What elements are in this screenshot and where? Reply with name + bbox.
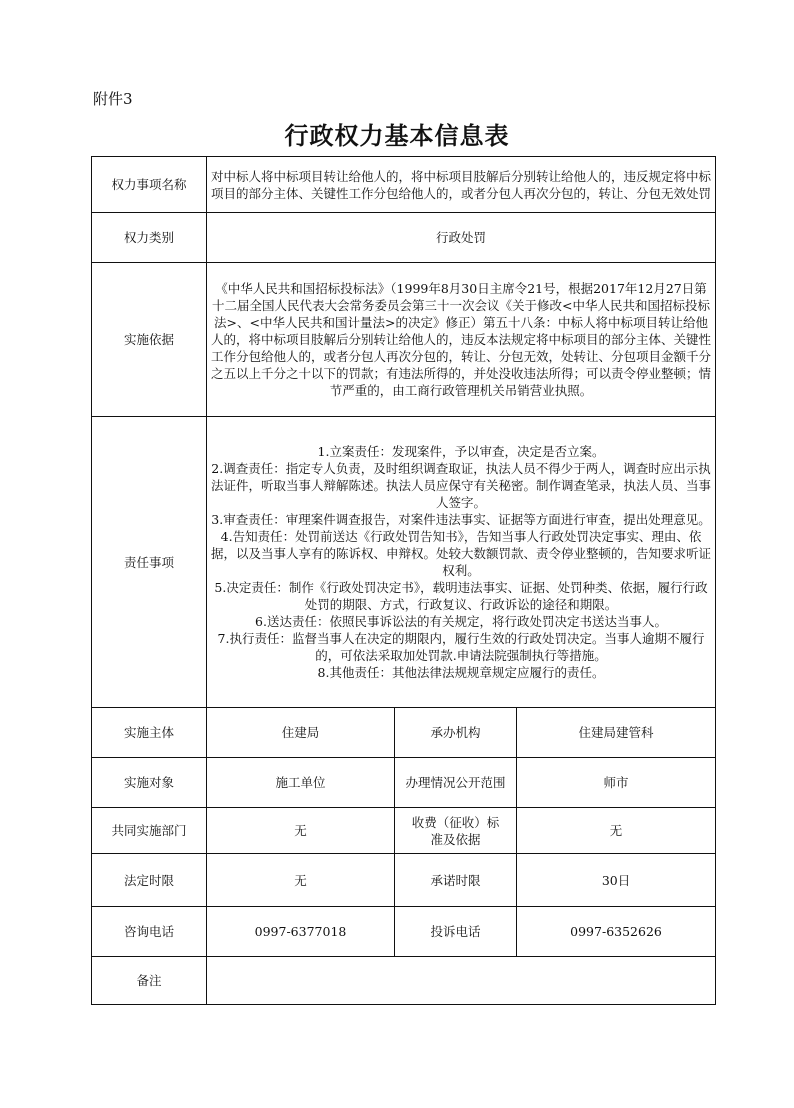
complaint-value: 0997-6352626	[517, 907, 716, 957]
duty-item: 7.执行责任：监督当事人在决定的期限内，履行生效的行政处罚决定。当事人逾期不履行的，可依法采取加处罚款.申请法院强制执行等措施。	[217, 631, 705, 663]
duty-list	[207, 417, 716, 708]
duty-item: 2.调查责任：指定专人负责，及时组织调查取证，执法人员不得少于两人，调查时应出示执法证件，听取当事人辩解陈述。执法人员应保守有关秘密。制作调查笔录，执法人员、当事人签字。	[211, 461, 712, 510]
basis-value: 《中华人民共和国招标投标法》（1999年8月30日主席令21号，根据2017年12月27日第十二届全国人民代表大会常务委员会第三十一次会议《关于修改<中华人民共和国招标投标法>、<中华人民共和国计量法>的决定》修正）第五十八条：中标人将中标项目转让给他人的，将中标项目肢解后分别转让给他人的，违反本法规定将中标项目的部分主体、关键性工作分包给他人的，或者分包人再次分包的，转让、分包无效，处转让、分包项目金额千分之五以上千分之十以下的罚款；有违法所得的，并处没收违法所得；可以责令停业整顿；情节严重的，由工商行政管理机关吊销营业执照。	[207, 263, 716, 417]
remark-label: 备注	[92, 957, 207, 1005]
table-row	[92, 157, 716, 213]
target-label: 实施对象	[92, 758, 207, 808]
duty-item: 8.其他责任：其他法律法规规章规定应履行的责任。	[317, 665, 605, 680]
scope-label: 办理情况公开范围	[395, 758, 517, 808]
name-value: 对中标人将中标项目转让给他人的，将中标项目肢解后分别转让给他人的，违反规定将中标项目的部分主体、关键性工作分包给他人的，或者分包人再次分包的，转让、分包无效处罚	[207, 157, 716, 213]
info-table	[91, 156, 716, 1005]
org-label: 承办机构	[395, 708, 517, 758]
org-value: 住建局建管科	[517, 708, 716, 758]
subject-value: 住建局	[207, 708, 395, 758]
limit-value: 无	[207, 854, 395, 907]
table-row	[92, 854, 716, 907]
duty-label: 责任事项	[92, 417, 207, 708]
category-value: 行政处罚	[207, 213, 716, 263]
table-row	[92, 758, 716, 808]
table-row	[92, 957, 716, 1005]
table-row	[92, 263, 716, 417]
category-label: 权力类别	[92, 213, 207, 263]
fee-value: 无	[517, 808, 716, 854]
duty-item: 1.立案责任：发现案件，予以审查，决定是否立案。	[317, 444, 605, 459]
basis-label: 实施依据	[92, 263, 207, 417]
remark-value	[207, 957, 716, 1005]
target-value: 施工单位	[207, 758, 395, 808]
table-row	[92, 417, 716, 708]
duty-item: 4.告知责任：处罚前送达《行政处罚告知书》，告知当事人行政处罚决定事实、理由、依据，以及当事人享有的陈诉权、申辩权。处较大数额罚款、责令停业整顿的，告知要求听证权利。	[211, 529, 712, 578]
name-label: 权力事项名称	[92, 157, 207, 213]
promise-label: 承诺时限	[395, 854, 517, 907]
duty-item: 3.审查责任：审理案件调查报告，对案件违法事实、证据等方面进行审查，提出处理意见。	[211, 512, 711, 527]
table-row	[92, 213, 716, 263]
duty-item: 6.送达责任：依照民事诉讼法的有关规定，将行政处罚决定书送达当事人。	[255, 614, 667, 629]
complaint-label: 投诉电话	[395, 907, 517, 957]
scope-value: 师市	[517, 758, 716, 808]
duty-item: 5.决定责任：制作《行政处罚决定书》，载明违法事实、证据、处罚种类、依据，履行行政处罚的期限、方式，行政复议、行政诉讼的途径和期限。	[214, 580, 708, 612]
phone-value: 0997-6377018	[207, 907, 395, 957]
fee-label: 收费（征收）标准及依据	[395, 808, 517, 854]
attachment-number: 附件3	[93, 90, 133, 108]
table-row	[92, 708, 716, 758]
promise-value: 30日	[517, 854, 716, 907]
table-row	[92, 808, 716, 854]
table-row	[92, 907, 716, 957]
phone-label: 咨询电话	[92, 907, 207, 957]
dept-label: 共同实施部门	[92, 808, 207, 854]
dept-value: 无	[207, 808, 395, 854]
subject-label: 实施主体	[92, 708, 207, 758]
limit-label: 法定时限	[92, 854, 207, 907]
page-title: 行政权力基本信息表	[284, 121, 510, 150]
